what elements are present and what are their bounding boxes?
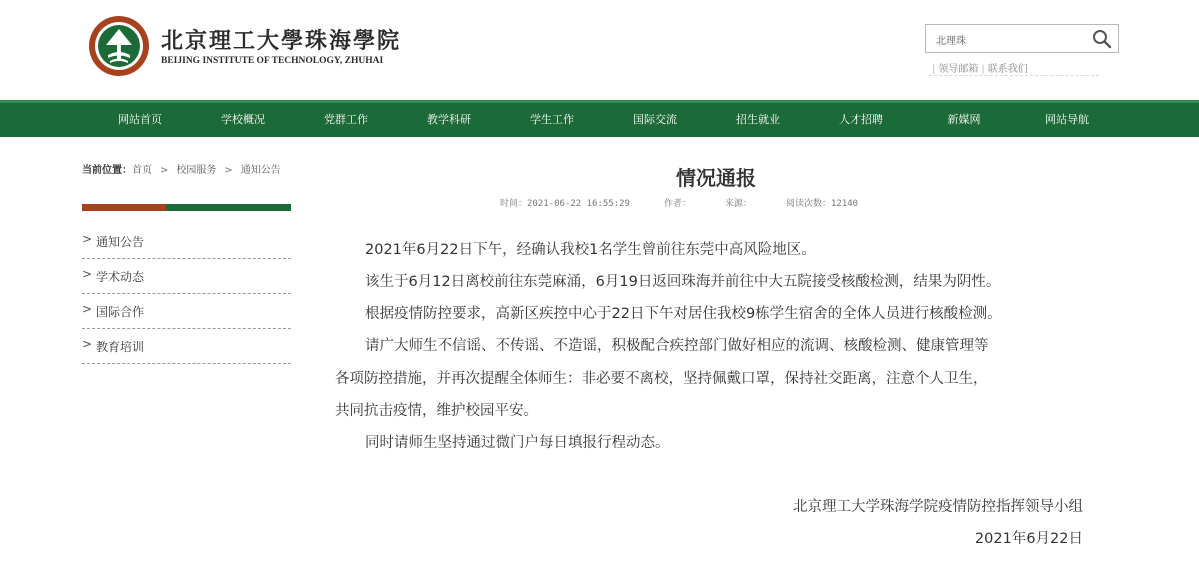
nav-item-research[interactable]: 教学科研 <box>427 113 471 126</box>
sidebar-item-label: 通知公告 <box>96 235 145 249</box>
search-icon[interactable] <box>1092 29 1112 49</box>
article-paragraph: 同时请师生坚持通过微门户每日填报行程动态。 <box>365 435 670 451</box>
article-signature: 北京理工大学珠海学院疫情防控指挥领导小组 <box>793 499 1083 515</box>
breadcrumb-separator: > <box>160 165 169 176</box>
chevron-right-icon: > <box>82 267 93 281</box>
sidebar-item-label: 国际合作 <box>96 305 145 319</box>
article-paragraph: 各项防控措施，并再次提醒全体师生：非必要不离校，坚持佩戴口罩，保持社交距离，注意个人卫生， <box>335 371 988 387</box>
breadcrumb-campus-services[interactable]: 校园服务 <box>176 165 217 176</box>
divider <box>929 75 1099 77</box>
sidebar-item-academic-news[interactable] <box>82 259 291 294</box>
article-paragraph: 该生于6月12日离校前往东莞麻涌，6月19日返回珠海并前往中大五院接受核酸检测，结果为阴性。 <box>365 274 1001 290</box>
accent-bar-red <box>82 204 166 211</box>
meta-views: 阅读次数：12140 <box>785 199 859 209</box>
nav-item-recruitment[interactable]: 人才招聘 <box>839 113 883 126</box>
breadcrumb-separator: > <box>224 165 233 176</box>
chevron-right-icon: > <box>82 232 93 246</box>
school-emblem-icon[interactable] <box>88 15 150 77</box>
site-header <box>0 0 1199 100</box>
article-date: 2021年6月22日 <box>974 531 1083 547</box>
sidebar-item-label: 学术动态 <box>96 270 145 284</box>
nav-item-overview[interactable]: 学校概况 <box>221 113 265 126</box>
nav-item-party-work[interactable]: 党群工作 <box>324 113 368 126</box>
meta-time: 时间：2021-06-22 16:55:29 <box>500 199 630 209</box>
chevron-right-icon: > <box>82 302 93 316</box>
sidebar-item-notices[interactable] <box>82 224 291 259</box>
divider: | <box>932 64 936 75</box>
article-paragraph: 共同抗击疫情，维护校园平安。 <box>335 403 538 419</box>
divider: | <box>981 64 985 75</box>
site-logo-subtitle: BEIJING INSTITUTE OF TECHNOLOGY, ZHUHAI <box>161 56 384 66</box>
quick-links <box>929 60 1028 75</box>
site-logo-title[interactable]: 北京理工大學珠海學院 <box>161 28 402 54</box>
chevron-right-icon: > <box>82 337 93 351</box>
article-paragraph: 请广大师生不信谣、不传谣、不造谣，积极配合疾控部门做好相应的流调、核酸检测、健康管理等 <box>365 338 989 354</box>
article-title: 情况通报 <box>676 166 756 190</box>
nav-item-student-affairs[interactable]: 学生工作 <box>530 113 574 126</box>
sidebar-menu <box>82 224 291 364</box>
breadcrumb-label: 当前位置： <box>82 165 132 176</box>
article-paragraph: 根据疫情防控要求，高新区疾控中心于22日下午对居住我校9栋学生宿舍的全体人员进行核酸检测。 <box>365 306 1002 322</box>
main-nav <box>0 100 1199 137</box>
breadcrumb <box>82 163 294 178</box>
link-contact-us[interactable]: 联系我们 <box>987 64 1028 75</box>
meta-author: 作者： <box>663 199 691 209</box>
search-input[interactable] <box>934 29 1088 49</box>
nav-item-international[interactable]: 国际交流 <box>633 113 677 126</box>
search-box <box>925 24 1119 53</box>
accent-bar-green <box>166 204 291 211</box>
meta-source: 来源： <box>724 199 752 209</box>
nav-item-admissions[interactable]: 招生就业 <box>736 113 780 126</box>
sidebar-item-label: 教育培训 <box>96 340 145 354</box>
nav-item-new-media[interactable]: 新媒网 <box>947 113 981 126</box>
link-leader-mailbox[interactable]: 领导邮箱 <box>938 64 979 75</box>
breadcrumb-home[interactable]: 首页 <box>132 165 152 176</box>
sidebar-accent-bar <box>82 204 291 211</box>
nav-item-home[interactable]: 网站首页 <box>118 113 162 126</box>
sidebar-item-international-cooperation[interactable] <box>82 294 291 329</box>
article-meta <box>500 196 892 209</box>
breadcrumb-notices[interactable]: 通知公告 <box>240 165 281 176</box>
article-paragraph: 2021年6月22日下午，经确认我校1名学生曾前往东莞中高风险地区。 <box>365 242 816 258</box>
sidebar-item-education-training[interactable] <box>82 329 291 364</box>
nav-item-site-map[interactable]: 网站导航 <box>1045 113 1089 126</box>
